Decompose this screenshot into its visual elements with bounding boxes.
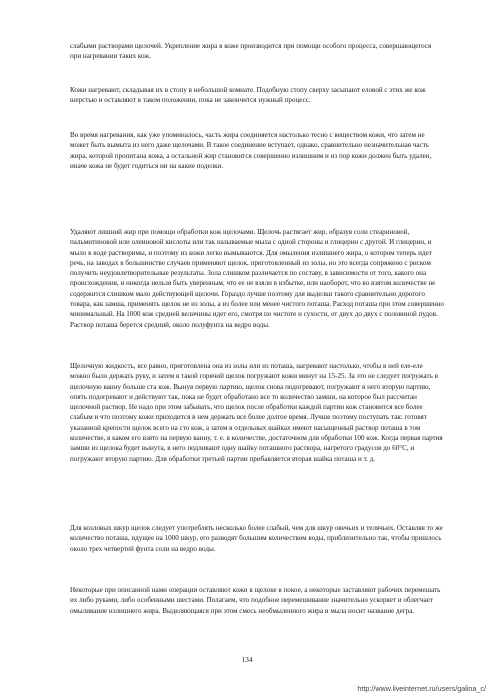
paragraph-6: Для козловых шкур щелок следует употреблять несколько более слабый, чем для шкур овечьих и телячьих. Оставляя то же количество поташа, идущее на 1000 шкур, его разводят большим количеством воды, приблизительно так, чтобы пришлось около трех четвертей фунта соли на ведро воды. xyxy=(70,524,443,553)
paragraph-4: Удаляют лишний жир при помощи обработки кож щелочами. Щелочь растягает жир, образуя соли стеариновой, пальмитиновой или олеиновой кислоты или так называемые мыла с одной стороны и глицерин с другой. И глицерин, и мыло в воде растворимы, и поэтому из кожи легко вымываются. Для омыления излишнего жира, о котором теперь идет речь, на заводах в большинстве случаев применяют щелок, приготовленный из золы, но это всегда сопряжено с риском получить неудовлетворительные результаты. Зола слишком различается по составу, в зависимости от того, какого она происхождения, и никогда нельзя быть уверенным, что ее не взяли в избытке, или наоборот, что во взятом количестве не содержится слишком мало действующей щелочи. Гораздо лучше поэтому для выделки такого сравнительно дорогого товара, как замша, применять щелок не из золы, а из более или менее чистого поташа. Расход поташа при этом совершенно минимальный. На 1000 кож средней величины идет его, смотря по чистоте и сухости, от двух до двух с половиной пудов. Раствор поташа берется средний, около полуфунта на ведро воды. xyxy=(70,228,444,329)
paragraph-3: Во время нагревания, как уже упоминалось, часть жира соединяется настолько тесно с веществом кожи, что затем не может быть вымыта из него даже щелочами. В такое соединение вступает, однако, сравнительно незначительная часть жира, которой пропитана кожа, а остальной жир становится совершенно излишним и из пор кожи должен быть удален, иначе кожа не будет годиться ни на какие поделки. xyxy=(70,131,432,170)
paragraph-7: Некоторые при описанной нами операции оставляют кожи в щелоке в покое, а некоторые заставляют рабочих перемешать их либо руками, либо особенными шестами. Полагаем, что подобное перемешивание значительно ускоряет и облегчает омыливание излишнего жира. Выделяющаяся при этом смесь необмыленного жира и мыла носит название дегра. xyxy=(70,586,441,615)
footer-watermark-url: http://www.liveinternet.ru/users/galina_c/ xyxy=(357,684,486,693)
paragraph-1: слабыми растворами щелочей. Укрепление жира в коже производится при помощи особого процесса, совершающегося при нагревании таких кож. xyxy=(70,42,432,61)
paragraph-2: Кожи нагревают, складывая их в стопу в небольшой комнате. Подобную стопу сверху засыпают еловой с этих же кож шерстью и оставляют в таком положении, пока не закончится нужный процесс. xyxy=(70,86,426,105)
page-number: 134 xyxy=(241,655,253,664)
paragraph-5: Щелочную жидкость, все равно, приготовлена она из золы или из поташа, нагревают настолько, чтобы в ней еле-еле можно было держать руку, и затем в такой горячий щелок погружают кожи минут на 15-25. За это не следует погружать в щелочную ванну больше ста кож. Вынув первую партию, щелок снова подогревают, погружают в него вторую партию, опять подогревают и действуют так, пока не будет обработано все то количество замши, на которое был рассчитан щелочной раствор. Не надо при этом забывать, что щелок после обработки каждой партии кож становится все более слабым и что поэтому кожи приходится в нем держать все более долгое время. Лучше поэтому поступать так: готовят указанной крепости щелок всего на сто кож, а затем в отдельных шайках имеют насыщенный раствор поташа в том количестве, в каком его взято на первую ванну, т. е. в количестве, достаточном для обработки 100 кож. Когда первая партия замши из щелока будет вынута, в него подливают одну шайку поташного раствора, нагретого градусов до 60°С, и погружают вторую партию. Для обработки третьей партии прибавляется вторая шайка поташа и т. д. xyxy=(70,362,443,463)
